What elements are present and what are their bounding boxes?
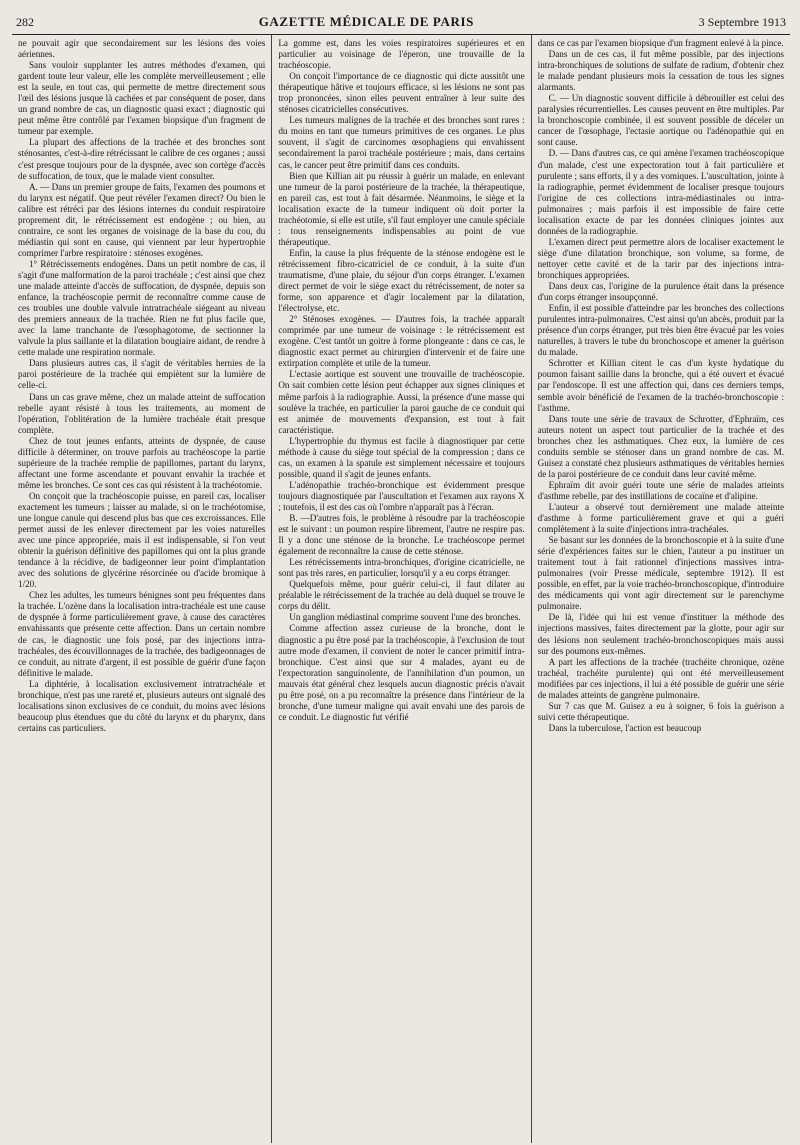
paragraph: B. —D'autres fois, le problème à résoudre par la trachéoscopie est le suivant : un poumon respire librement, l'autre ne respire pas. Il y a donc une sténose de la bronche. Le trachéoscope permet également de reconnaître la cause de cette sténose. [278, 513, 525, 557]
paragraph: Les tumeurs malignes de la trachée et des bronches sont rares : du moins en tant que tumeurs primitives de ces organes. Le plus souvent, il s'agit de carcinomes œsophagiens qui envahissent secondairement la paroi trachéale postérieure ; mais, dans certains cas, le cancer peut être primitif dans ces conduits. [278, 115, 525, 170]
paragraph: L'hypertrophie du thymus est facile à diagnostiquer par cette méthode à cause du siège tout spécial de la compression ; dans ce cas, un examen à la spatule est simplement nécessaire et toujours possible, quand il s'agit de jeunes enfants. [278, 435, 525, 479]
text-columns [12, 35, 790, 1143]
paragraph: Dans deux cas, l'origine de la purulence était dans la présence d'un corps étranger insoupçonné. [537, 281, 784, 303]
paragraph: On conçoit l'importance de ce diagnostic qui dicte aussitôt une thérapeutique hâtive et toujours efficace, si les lésions ne sont pas trop prononcées, sinon elles peuvent entraîner à leur suite des sténoses cicatricielles consécutives. [278, 71, 525, 115]
paragraph: Sur 7 cas que M. Guisez a eu à soigner, 6 fois la guérison a suivi cette thérapeutique. [537, 700, 784, 722]
paragraph: Les rétrécissements intra-bronchiques, d'origine cicatricielle, ne sont pas très rares, en particulier, lorsqu'il y a eu corps étranger. [278, 557, 525, 579]
paragraph: Un ganglion médiastinal comprime souvent l'une des bronches. [289, 612, 521, 623]
paragraph: Dans la tuberculose, l'action est beaucoup [548, 722, 702, 733]
paragraph: 2° Sténoses exogènes. — D'autres fois, la trachée apparaît comprimée par une tumeur de voisinage : le rétrécissement est exogène. C'est tantôt un goitre à forme plongeante : dans ce cas, le diagnostic exact permet au chirurgien d'intervenir et de faire une extirpation complète et utile de la tumeur. [278, 314, 525, 369]
paragraph: ne pouvait agir que secondairement sur les lésions des voies aériennes. [18, 38, 266, 60]
journal-title: GAZETTE MÉDICALE DE PARIS [258, 14, 474, 29]
paragraph: L'adénopathie trachéo-bronchique est évidemment presque toujours diagnostiquée par l'auscultation et l'examen aux rayons X ; toutefois, il est des cas où l'ombre n'apparaît pas à l'écran. [278, 479, 525, 512]
paragraph: D. — Dans d'autres cas, ce qui amène l'examen trachéoscopique d'un malade, c'est une expectoration tout à fait particulière et purulente ; sans efforts, il y a des vomiques. L'auscultation, jointe à la radiographie, permet évidemment de localiser presque toujours l'origine de ces collections intra-médiastinales ou intra-pulmonaires ; mais parfois il est impossible de faire cette localisation exacte de par les données cliniques jointes aux données de la radiographie. [537, 148, 784, 236]
paragraph: Sans vouloir supplanter les autres méthodes d'examen, qui gardent toute leur valeur, elle les complète merveilleusement ; elle est la seule, en tout cas, qui permette de mettre directement sous l'œil des lésions jusque là cachées et par conséquent de poser, dans un grand nombre de cas, un diagnostic quasi exact ; diagnostic qui peut même être contrôlé par l'examen biopsique d'un fragment de tumeur par exemple. [18, 60, 266, 137]
paragraph: De là, l'idée qui lui est venue d'instituer la méthode des injections massives, faites directement par la glotte, pour agir sur des lésions non seulement trachéo-bronchoscopiques mais aussi sur des poumons eux-mêmes. [537, 612, 784, 656]
column-right [531, 35, 790, 1143]
column-middle [271, 35, 530, 1143]
paragraph: L'examen direct peut permettre alors de localiser exactement le siège d'une dilatation bronchique, son volume, sa forme, de nettoyer cette cavité et de la tarir par des injections intra-bronchiques appropriées. [537, 236, 784, 280]
paragraph: La diphtérie, à localisation exclusivement intratrachéale et bronchique, n'est pas une rareté et, plusieurs auteurs ont signalé des localisations sinon exclusives de ce conduit, du moins avec lésions beaucoup plus étendues que du côté du larynx et du pharynx, dans certains cas particuliers. [18, 678, 266, 733]
column-left [12, 35, 271, 1143]
paragraph: Dans plusieurs autres cas, il s'agit de véritables hernies de la paroi postérieure de la trachée qui empiètent sur la lumière de celle-ci. [18, 358, 266, 391]
paragraph: A part les affections de la trachée (trachéite chronique, ozène trachéal, trachéite purulente) qui ont été merveilleusement modifiées par ces injections, il lui a été possible de guérir une série de malades atteints de gangrène pulmonaire. [537, 656, 784, 700]
paragraph: Quelquefois même, pour guérir celui-ci, il faut dilater au préalable le rétrécissement de la trachée au delà duquel se trouve le corps du délit. [278, 579, 525, 612]
paragraph: La plupart des affections de la trachée et des bronches sont sténosantes, c'est-à-dire rétrécissant le calibre de ces organes ; aussi c'est presque toujours pour de la dyspnée, avec son cortège d'accès de suffocation, de toux, que le malade vient consulter. [18, 137, 266, 181]
paragraph: L'auteur a observé tout dernièrement une malade atteinte d'asthme à forme particulièrement grave et qui a guéri complètement à la suite d'injections intra-trachéales. [537, 501, 784, 535]
paragraph: Ephraïm dit avoir guéri toute une série de malades atteints d'asthme rebelle, par des instillations de cocaïne et d'alipine. [537, 479, 784, 501]
paragraph: On conçoit que la trachéoscopie puisse, en pareil cas, localiser exactement les tumeurs ; laisser au malade, si on le trachéotomise, une longue canule qui descend plus bas que ces excroissances. Elle permet aussi de les enlever directement par les voies naturelles avec une pince appropriée, mais il est indispensable, si l'on veut obtenir la guérison définitive des papillomes qui ont la plus grande tendance à la récidive, de badigeonner leur point d'implantation avec des solutions de glycérine résorcinée ou d'acide bromique à 1/20. [18, 490, 266, 590]
page-number: 282 [16, 15, 34, 29]
paragraph: Schrotter et Killian citent le cas d'un kyste hydatique du poumon faisant saillie dans la bronche, qui a été ouvert et évacué par l'endoscope. Il est une affection qui, dans ces derniers temps, semble avoir bénéficié de l'examen de la trachéo-bronchoscopie : l'asthme. [537, 358, 784, 413]
paragraph: Dans toute une série de travaux de Schrotter, d'Ephraïm, ces auteurs notent un aspect tout particulier de la trachée et des bronches chez les asthmatiques. Chez eux, la lumière de ces conduits semble se sténoser dans un grand nombre de cas. M. Guisez a constaté chez plusieurs asthmatiques de véritables hernies de la paroi postérieure de ce conduit dans leur cavité même. [537, 413, 784, 479]
paragraph: dans ce cas par l'examen biopsique d'un fragment enlevé à la pince. [537, 38, 784, 48]
page-header [12, 14, 790, 35]
issue-date: 3 Septembre 1913 [698, 15, 786, 29]
paragraph: Chez de tout jeunes enfants, atteints de dyspnée, de cause difficile à déterminer, on trouve parfois au trachéoscope la partie supérieure de la trachée remplie de papillomes, partant du larynx, affectant une forme ascendante et pouvant envahir la trachée et même les bronches. Ce sont ces cas qui résistent à la trachéotomie. [18, 435, 266, 490]
paragraph: Chez les adultes, les tumeurs bénignes sont peu fréquentes dans la trachée. L'ozène dans la localisation intra-trachéale est une cause de dyspnée à forme particulièrement grave, à cause des caractères envahissants que présente cette affection. Dans un certain nombre de cas, le diagnostic une fois posé, par des injections intra-trachéales, des écouvillonnages de la trachée, des badigeonnages de ce conduit, au nitrate d'argent, il est possible de guérir d'une façon définitive le malade. [18, 590, 266, 678]
paragraph: Comme affection assez curieuse de la bronche, dont le diagnostic a pu être posé par la trachéoscopie, à l'exclusion de tout autre mode d'examen, il convient de noter le cancer primitif intra-bronchique. C'est ainsi que sur 4 malades, ayant eu de l'expectoration sanguinolente, de l'annihilation d'un poumon, un mauvais état général chez lesquels aucun diagnostic précis n'avait pu être posé, on a pu reconnaître la présence dans l'intérieur de la bronche, d'une tumeur maligne qui avait envahi une des parois de ce conduit. Le diagnostic fut vérifié [278, 623, 525, 722]
paragraph: C. — Un diagnostic souvent difficile à débrouiller est celui des paralysies récurrentielles. Les causes peuvent en être multiples. Par la bronchoscopie combinée, il est souvent possible de déceler un cancer de l'œsophage, l'ectasie aortique ou l'adénopathie qui en sont cause. [537, 93, 784, 148]
paragraph: A. — Dans un premier groupe de faits, l'examen des poumons et du larynx est négatif. Que peut révéler l'examen direct? Ou bien le calibre est rétréci par des lésions internes du conduit respiratoire proprement dit, le rétrécissement est endogène ; ou bien, au contraire, ce sont les organes de voisinage de la base du cou, du médiastin qui sont en cause, qui viennent par leur hypertrophie comprimer l'arbre respiratoire : sténoses exogènes. [18, 181, 266, 258]
paragraph: Dans un cas grave même, chez un malade atteint de suffocation rebelle ayant résisté à tous les traitements, au moment de l'opération, l'oblitération de la lumière trachéale était presque complète. [18, 391, 266, 435]
paragraph: Enfin, il est possible d'atteindre par les bronches des collections purulentes intra-pulmonaires. C'est ainsi qu'un abcès, produit par la présence d'un corps étranger, put très bien être évacué par les voies naturelles, à travers le tube du bronchoscope et amener la guérison du malade. [537, 303, 784, 358]
paragraph: Bien que Killian ait pu réussir à guérir un malade, en enlevant une tumeur de la paroi postérieure de la trachée, la thérapeutique, en pareil cas, est tout à fait désarmée. Néanmoins, le siège et la localisation exacte de la tumeur indiquent où doit porter la trachéotomie, si elle est utile, s'il faut employer une canule spéciale : tous renseignements indispensables au point de vue thérapeutique. [278, 170, 525, 247]
paragraph: 1° Rétrécissements endogènes. Dans un petit nombre de cas, il s'agit d'une malformation de la paroi trachéale ; c'est ainsi que chez une malade atteinte d'accès de suffocation, de dyspnée, depuis son enfance, la trachéoscopie permit de reconnaître comme cause de ces troubles une double valvule intratrachéale siégeant au niveau des premiers anneaux de la trachée. Rien ne fut plus facile que, avec la lame tranchante de l'œsophagotome, de sectionner la valvule la plus saillante et la dilatation bougiaire aidant, de rendre à cette malade une respiration normale. [18, 258, 266, 358]
paragraph: Dans un de ces cas, il fut même possible, par des injections intra-bronchiques de solutions de sulfate de radium, d'obtenir chez le malade pendant plusieurs mois la cessation de tous les signes alarmants. [537, 49, 784, 93]
paragraph: L'ectasie aortique est souvent une trouvaille de trachéoscopie. On sait combien cette lésion peut échapper aux signes cliniques et même parfois à la radiographie. Aussi, la présence d'une masse qui soulève la trachée, en particulier la paroi gauche de ce conduit qui est animée de mouvements d'expansion, est tout à fait caractéristique. [278, 369, 525, 435]
paragraph: Enfin, la cause la plus fréquente de la sténose endogène est le rétrécissement fibro-cicatriciel de ce conduit, à la suite d'un traumatisme, d'une plaie, du séjour d'un corps étranger. L'examen direct permet de voir le siège exact du rétrécissement, de noter sa forme, son apparence et d'agir localement par la dilatation, l'électrolyse, etc. [278, 247, 525, 314]
paragraph: La gomme est, dans les voies respiratoires supérieures et en particulier au voisinage de l'éperon, une trouvaille de la trachéoscopie. [278, 38, 525, 71]
paragraph: Se basant sur les données de la bronchoscopie et à la suite d'une série d'expériences faites sur le chien, l'auteur a pu instituer un traitement tout à fait rationnel d'injections massives intra-pulmonaires (voir Presse médicale, septembre 1912). Il est possible, en effet, par la voie trachéo-bronchoscopique, d'introduire des médicaments qui vont agir directement sur le parenchyme pulmonaire. [537, 535, 784, 612]
